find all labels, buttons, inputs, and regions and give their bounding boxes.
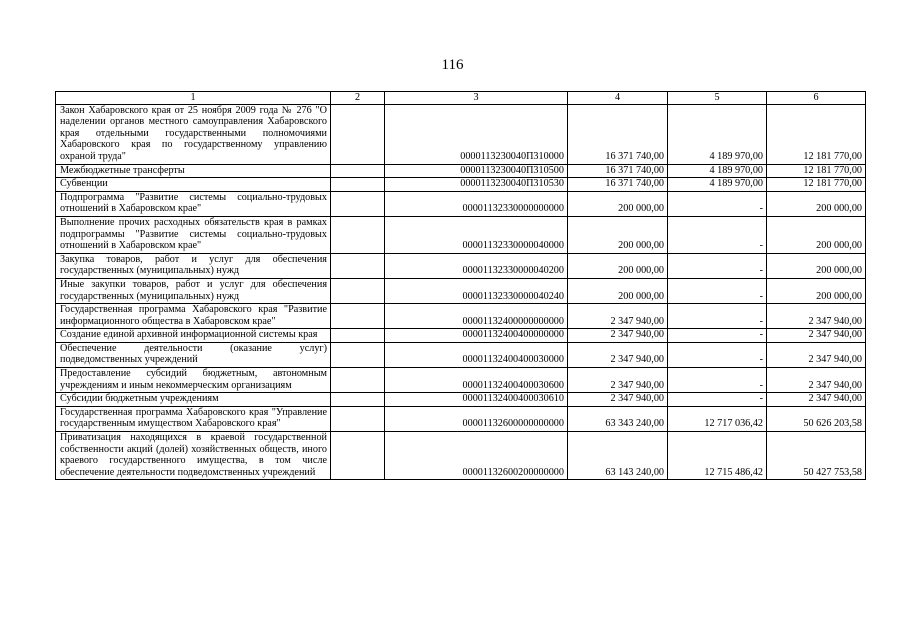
budget-table <box>55 91 866 480</box>
row-col2 <box>331 342 385 367</box>
row-amount-5: - <box>668 191 767 216</box>
row-code: 00001132330000040000 <box>385 216 568 253</box>
row-code: 0000113230040П310000 <box>385 104 568 164</box>
row-amount-6: 12 181 770,00 <box>767 164 866 178</box>
table-row <box>56 406 866 431</box>
row-amount-4: 2 347 940,00 <box>568 393 668 407</box>
row-amount-6: 12 181 770,00 <box>767 178 866 192</box>
row-code: 0000113230040П310530 <box>385 178 568 192</box>
row-code: 00001132600000000000 <box>385 406 568 431</box>
row-code: 00001132330000040240 <box>385 278 568 303</box>
row-col2 <box>331 368 385 393</box>
table-row <box>56 216 866 253</box>
row-amount-4: 200 000,00 <box>568 191 668 216</box>
row-amount-4: 200 000,00 <box>568 216 668 253</box>
row-amount-6: 200 000,00 <box>767 216 866 253</box>
column-header: 4 <box>568 92 668 105</box>
row-amount-5: 12 717 036,42 <box>668 406 767 431</box>
table-row <box>56 304 866 329</box>
table-header-row <box>56 92 866 105</box>
row-code: 00001132400400030600 <box>385 368 568 393</box>
row-col2 <box>331 191 385 216</box>
table-row <box>56 178 866 192</box>
row-amount-6: 200 000,00 <box>767 253 866 278</box>
row-amount-5: 12 715 486,42 <box>668 432 767 480</box>
row-name: Выполнение прочих расходных обязательств края в рамках подпрограммы "Развитие системы социально-трудовых отношений в Хабаровском крае" <box>56 216 331 253</box>
row-amount-6: 200 000,00 <box>767 278 866 303</box>
row-name: Государственная программа Хабаровского края "Управление государственным имуществом Хабаровского края" <box>56 406 331 431</box>
row-amount-4: 200 000,00 <box>568 278 668 303</box>
row-name: Закон Хабаровского края от 25 ноября 2009 года № 276 "О наделении органов местного самоуправления Хабаровского края отдельными государственными полномочиями Хабаровского края по государственному управлению охраной труда" <box>56 104 331 164</box>
row-col2 <box>331 104 385 164</box>
row-code: 00001132400000000000 <box>385 304 568 329</box>
table-row <box>56 164 866 178</box>
page-number: 116 <box>441 57 464 73</box>
row-name: Государственная программа Хабаровского края "Развитие информационного общества в Хабаровском крае" <box>56 304 331 329</box>
row-code: 00001132400400030000 <box>385 342 568 367</box>
row-col2 <box>331 406 385 431</box>
row-name: Межбюджетные трансферты <box>56 164 331 178</box>
row-name: Иные закупки товаров, работ и услуг для обеспечения государственных (муниципальных) нужд <box>56 278 331 303</box>
row-amount-4: 16 371 740,00 <box>568 104 668 164</box>
table-row <box>56 278 866 303</box>
row-code: 00001132400400030610 <box>385 393 568 407</box>
row-col2 <box>331 432 385 480</box>
row-col2 <box>331 216 385 253</box>
row-code: 00001132330000040200 <box>385 253 568 278</box>
row-name: Закупка товаров, работ и услуг для обеспечения государственных (муниципальных) нужд <box>56 253 331 278</box>
row-amount-6: 200 000,00 <box>767 191 866 216</box>
row-col2 <box>331 329 385 343</box>
column-header: 5 <box>668 92 767 105</box>
row-name: Создание единой архивной информационной системы края <box>56 329 331 343</box>
row-amount-4: 2 347 940,00 <box>568 304 668 329</box>
row-name: Предоставление субсидий бюджетным, автономным учреждениям и иным некоммерческим организациям <box>56 368 331 393</box>
row-col2 <box>331 278 385 303</box>
row-amount-4: 2 347 940,00 <box>568 342 668 367</box>
row-col2 <box>331 304 385 329</box>
table-row <box>56 342 866 367</box>
row-col2 <box>331 253 385 278</box>
row-amount-5: - <box>668 393 767 407</box>
table-row <box>56 393 866 407</box>
row-amount-6: 12 181 770,00 <box>767 104 866 164</box>
row-amount-4: 2 347 940,00 <box>568 329 668 343</box>
table-row <box>56 368 866 393</box>
table-row <box>56 104 866 164</box>
column-header: 1 <box>56 92 331 105</box>
row-name: Обеспечение деятельности (оказание услуг) подведомственных учреждений <box>56 342 331 367</box>
row-amount-6: 50 427 753,58 <box>767 432 866 480</box>
row-amount-5: - <box>668 253 767 278</box>
column-header: 3 <box>385 92 568 105</box>
column-header: 6 <box>767 92 866 105</box>
row-amount-5: - <box>668 278 767 303</box>
row-amount-5: 4 189 970,00 <box>668 104 767 164</box>
row-amount-6: 2 347 940,00 <box>767 393 866 407</box>
row-code: 00001132400400000000 <box>385 329 568 343</box>
row-amount-4: 63 143 240,00 <box>568 432 668 480</box>
row-col2 <box>331 164 385 178</box>
row-amount-4: 200 000,00 <box>568 253 668 278</box>
row-amount-5: - <box>668 329 767 343</box>
table-row <box>56 329 866 343</box>
row-amount-4: 63 343 240,00 <box>568 406 668 431</box>
row-amount-6: 2 347 940,00 <box>767 304 866 329</box>
row-amount-5: - <box>668 216 767 253</box>
row-col2 <box>331 393 385 407</box>
row-amount-5: 4 189 970,00 <box>668 164 767 178</box>
row-amount-5: - <box>668 342 767 367</box>
table-row <box>56 253 866 278</box>
row-amount-6: 50 626 203,58 <box>767 406 866 431</box>
row-name: Подпрограмма "Развитие системы социально-трудовых отношений в Хабаровском крае" <box>56 191 331 216</box>
row-col2 <box>331 178 385 192</box>
row-name: Субвенции <box>56 178 331 192</box>
row-amount-6: 2 347 940,00 <box>767 342 866 367</box>
row-code: 00001132600200000000 <box>385 432 568 480</box>
row-name: Приватизация находящихся в краевой государственной собственности акций (долей) хозяйственных обществ, иного краевого государственного имущества, в том числе обеспечение деятельности подведомственных учреждений <box>56 432 331 480</box>
row-amount-4: 2 347 940,00 <box>568 368 668 393</box>
row-amount-5: - <box>668 368 767 393</box>
column-header: 2 <box>331 92 385 105</box>
row-amount-6: 2 347 940,00 <box>767 329 866 343</box>
row-name: Субсидии бюджетным учреждениям <box>56 393 331 407</box>
row-amount-6: 2 347 940,00 <box>767 368 866 393</box>
table-row <box>56 432 866 480</box>
row-amount-5: - <box>668 304 767 329</box>
row-code: 0000113230040П310500 <box>385 164 568 178</box>
row-amount-4: 16 371 740,00 <box>568 164 668 178</box>
table-row <box>56 191 866 216</box>
row-code: 00001132330000000000 <box>385 191 568 216</box>
row-amount-5: 4 189 970,00 <box>668 178 767 192</box>
row-amount-4: 16 371 740,00 <box>568 178 668 192</box>
